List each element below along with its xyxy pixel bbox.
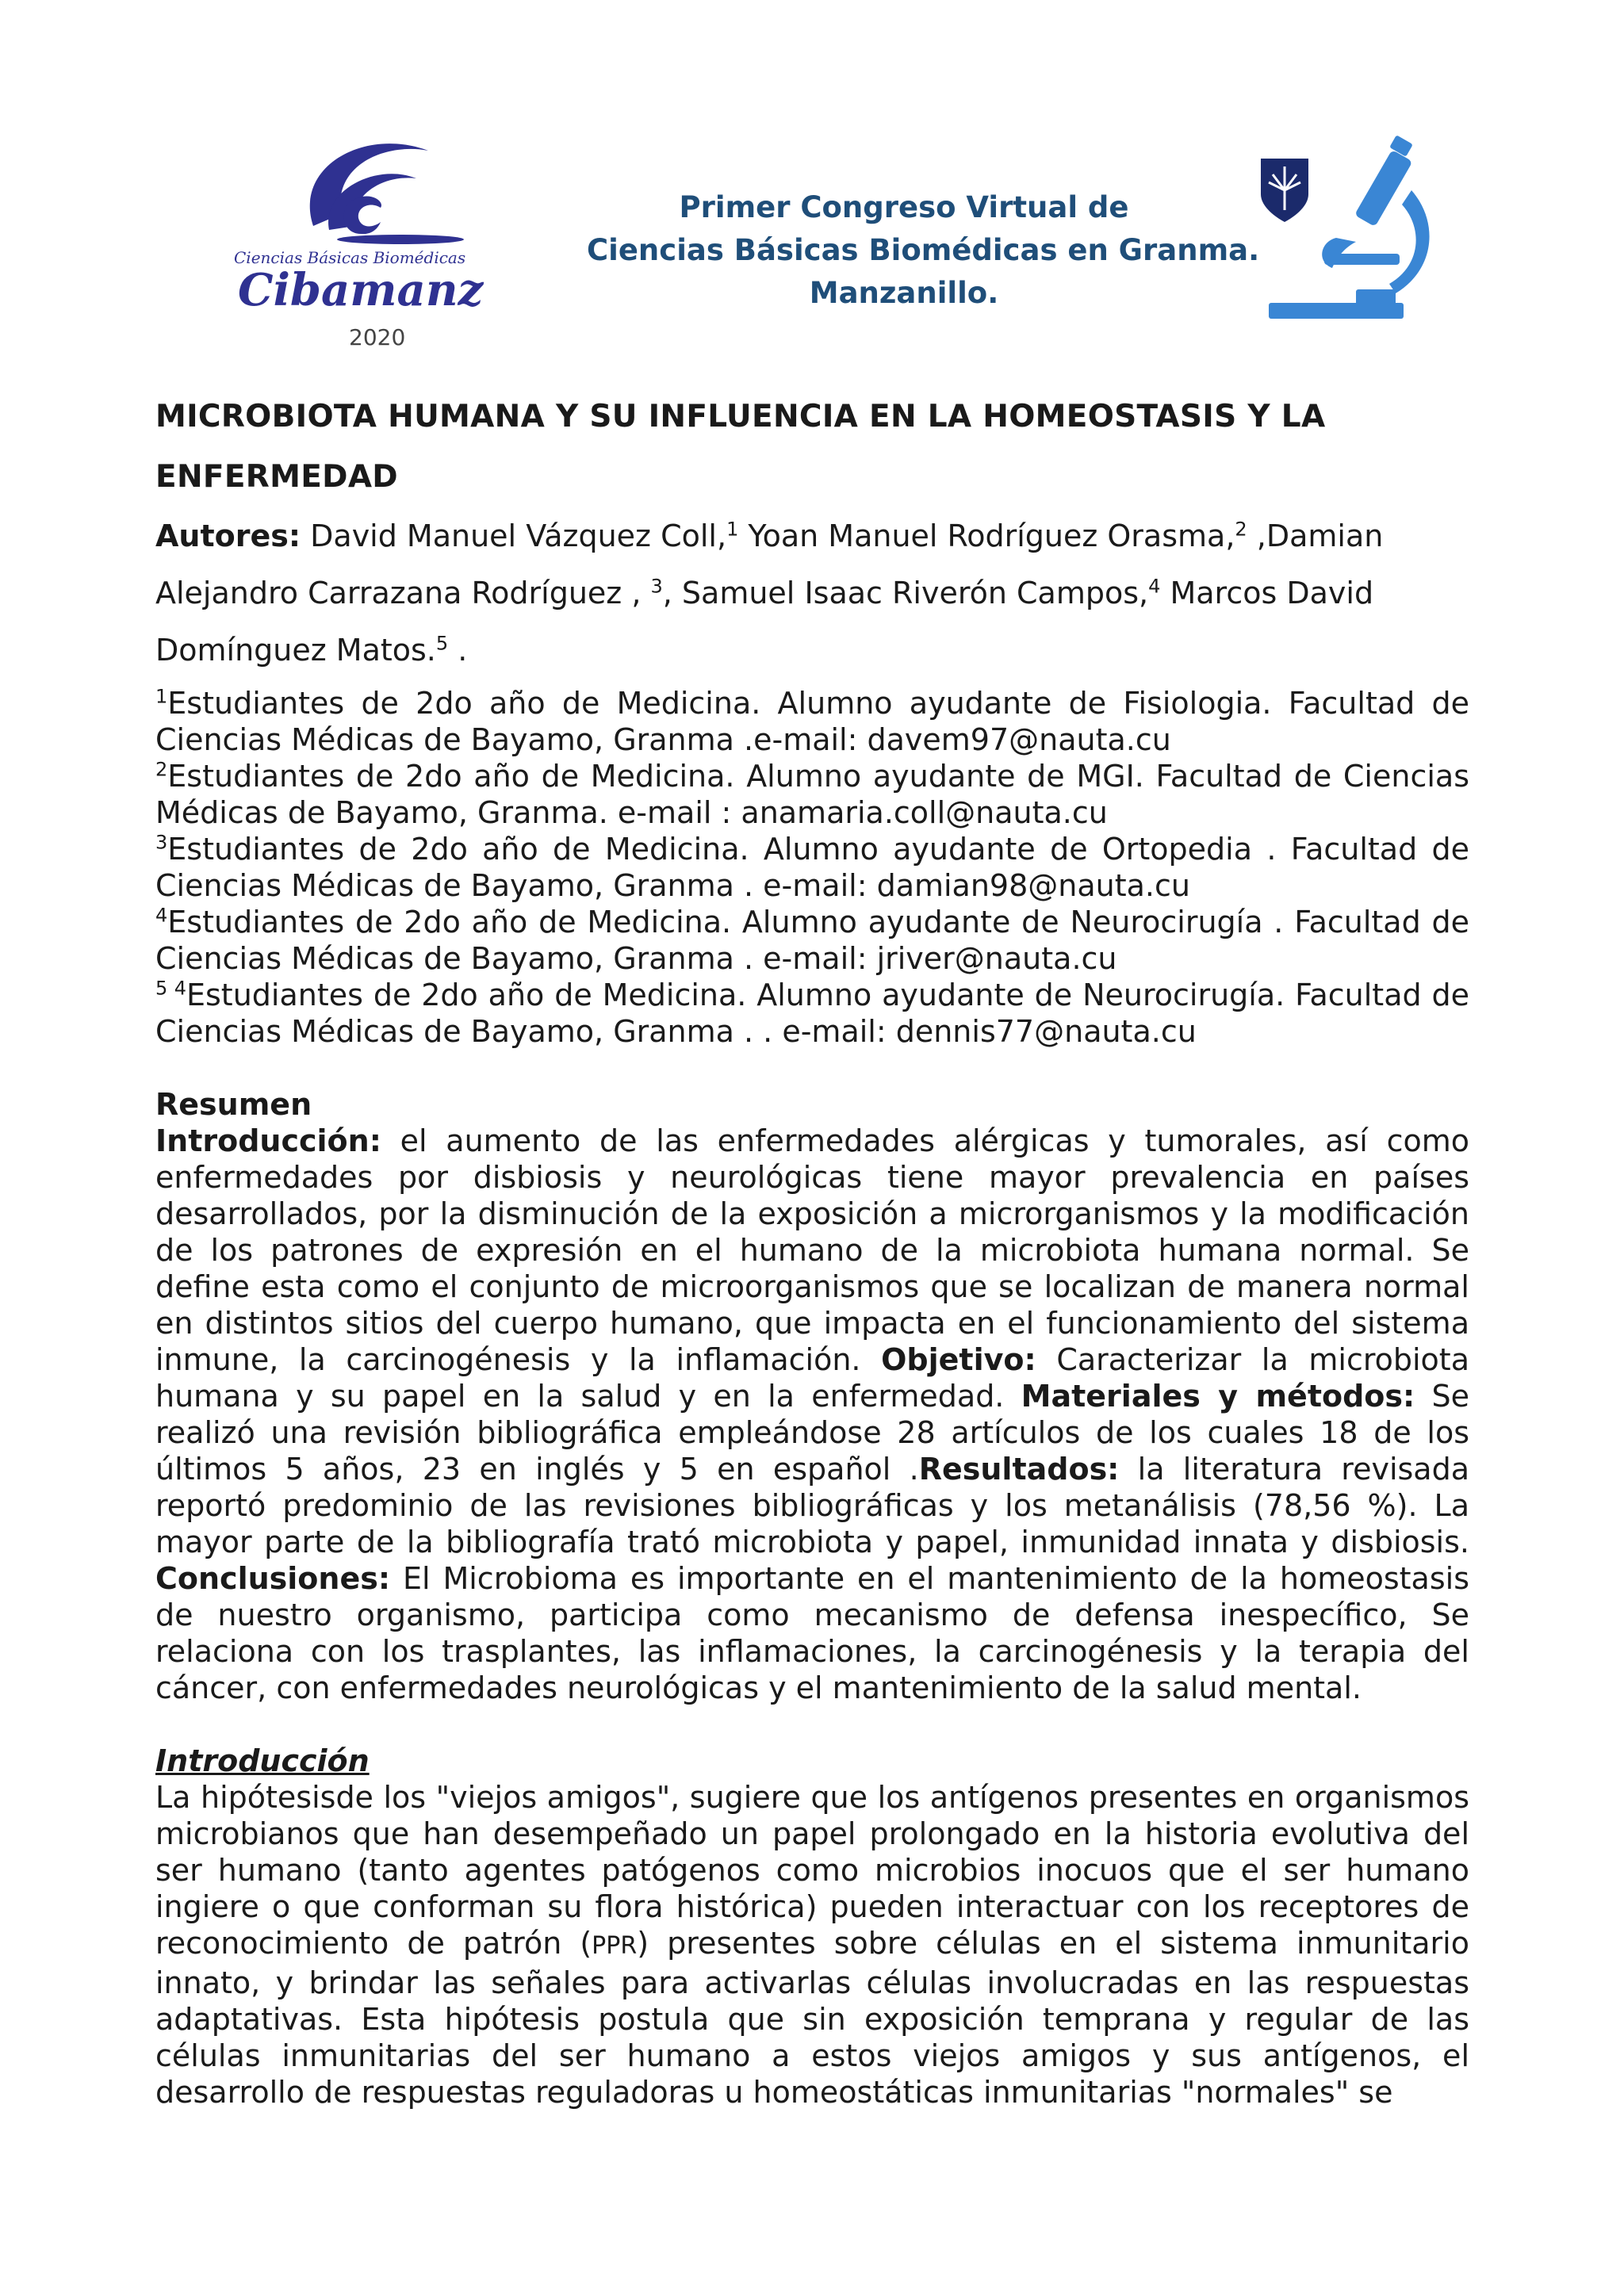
affiliation-sup: 3 [155,831,168,854]
author-5-sup: 5 [435,632,449,655]
resumen-conclusions-text: El Microbioma es importante en el mantenimiento de la homeostasis de nuestro organismo, participa como mecanismo de defensa inespecífico, Se relaciona con los trasplantes, las inflamaciones, la carcinogénesis y la terapia del cáncer, con enfermedades neurológicas y el mantenimiento de la salud mental. [155,1561,1469,1705]
affiliation-text: Estudiantes de 2do año de Medicina. Alumno ayudante de Neurocirugía. Facultad de Ciencias Médicas de Bayamo, Granma . . e-mail: dennis77@nauta.cu [155,978,1469,1049]
authors-label: Autores: [155,519,301,553]
resumen-intro-text: el aumento de las enfermedades alérgicas y tumorales, así como enfermedades por disbiosis y neurológicas tiene mayor prevalencia en países desarrollados, por la disminución de la exposición a microrganismos y la modificación de los patrones de expresión en el humano de la microbiota humana normal. Se define esta como el conjunto de microorganismos que se localizan de manera normal en distintos sitios del cuerpo humano, que impacta en el funcionamiento del sistema inmune, la carcinogénesis y la inflamación. [155,1123,1469,1377]
university-logos [1253,135,1435,333]
logo-tagline: Ciencias Básicas Biomédicas [234,248,466,267]
author-4-sup: 4 [1148,575,1161,598]
affiliation-text: Estudiantes de 2do año de Medicina. Alumno ayudante de Neurocirugía . Facultad de Ciencias Médicas de Bayamo, Granma . e-mail: jriver@nauta.cu [155,905,1469,976]
resumen-methods-text: Se realizó una revisión bibliográfica empleándose 28 artículos de los cuales 18 de los últimos 5 años, 23 en inglés y 5 en español . [155,1379,1469,1487]
authors-list [155,507,1469,679]
document-body [155,387,1469,2110]
paper-title [155,387,1469,507]
resumen-conclusions-label: Conclusiones: [155,1561,391,1596]
author-4: , Samuel Isaac Riverón Campos, [662,576,1149,610]
affiliation-sup: 4 [155,904,168,927]
author-5: Marcos David Domínguez Matos. [155,576,1374,668]
affiliation-sup: 2 [155,758,168,781]
author-3: ,Damian Alejandro Carrazana Rodríguez , [155,519,1384,610]
ppr-abbrev: PPR [592,1932,638,1960]
author-2: Yoan Manuel Rodríguez Orasma, [738,519,1235,553]
resumen-body [155,1123,1469,1706]
spacer [155,1050,1469,1086]
resumen-results-label: Resultados: [918,1452,1120,1487]
introduccion-heading: Introducción [155,1743,370,1778]
introduccion-body [155,1779,1469,2110]
congress-line-3: Manzanillo. [809,276,999,310]
affiliation-item [155,977,1469,1050]
author-3-sup: 3 [650,575,663,598]
author-2-sup: 2 [1235,518,1247,541]
congress-title [587,186,1260,315]
affiliation-sup: 1 [155,685,168,708]
logo-year: 2020 [349,324,406,350]
resumen-objective-label: Objetivo: [881,1342,1036,1377]
university-shield-icon [1261,159,1308,222]
logo-name: Cibamanz [238,264,484,316]
affiliation-item [155,685,1469,758]
author-1-sup: 1 [726,518,739,541]
affiliation-text: Estudiantes de 2do año de Medicina. Alumno ayudante de Ortopedia . Facultad de Ciencias Médicas de Bayamo, Granma . e-mail: damian98@nauta.cu [155,832,1469,903]
affiliation-item [155,758,1469,831]
congress-line-1: Primer Congreso Virtual de [679,190,1129,224]
congress-header [0,119,1624,357]
resumen-objective-text: Caracterizar la microbiota humana y su papel en la salud y en la enfermedad. [155,1342,1469,1414]
cibamanz-swoosh-icon [230,119,531,357]
affiliation-sup: 5 4 [155,977,186,1000]
introduccion-text-a: La hipótesisde los "viejos amigos", sugiere que los antígenos presentes en organismos microbianos que han desempeñado un papel prolongado en la historia evolutiva del ser humano (tanto agentes patógenos como microbios inocuos que el ser humano ingiere o que conforman su flora histórica) pueden interactuar con los receptores de reconocimiento de patrón ( [155,1780,1469,1961]
resumen-heading: Resumen [155,1087,312,1122]
paper-title-line-2: ENFERMEDAD [155,459,398,495]
resumen-methods-label: Materiales y métodos: [1021,1379,1415,1414]
affiliation-item [155,831,1469,904]
paper-title-line-1: MICROBIOTA HUMANA Y SU INFLUENCIA EN LA HOMEOSTASIS Y LA [155,399,1326,434]
resumen-intro-label: Introducción: [155,1123,381,1158]
resumen-results-text: la literatura revisada reportó predominio de las revisiones bibliográficas y los metanálisis (78,56 %). La mayor parte de la bibliografía trató microbiota y papel, inmunidad innata y disbiosis. [155,1452,1469,1559]
spacer [155,1706,1469,1743]
affiliation-text: Estudiantes de 2do año de Medicina. Alumno ayudante de Fisiologia. Facultad de Ciencias Médicas de Bayamo, Granma .e-mail: davem97@nauta.cu [155,686,1469,757]
cibamanz-logo [230,119,531,357]
author-end: . [448,633,468,668]
affiliations [155,685,1469,1050]
congress-line-2: Ciencias Básicas Biomédicas en Granma. [587,233,1260,267]
affiliation-text: Estudiantes de 2do año de Medicina. Alumno ayudante de MGI. Facultad de Ciencias Médicas de Bayamo, Granma. e-mail : anamaria.coll@nauta.cu [155,759,1469,830]
author-1: David Manuel Vázquez Coll, [301,519,727,553]
introduccion-text-b: ) presentes sobre células en el sistema inmunitario innato, y brindar las señales para activarlas células involucradas en las respuestas adaptativas. Esta hipótesis postula que sin exposición temprana y regular de las células inmunitarias del ser humano a estos viejos amigos y sus antígenos, el desarrollo de respuestas reguladoras u homeostáticas inmunitarias "normales" se [155,1926,1469,2110]
affiliation-item [155,904,1469,977]
